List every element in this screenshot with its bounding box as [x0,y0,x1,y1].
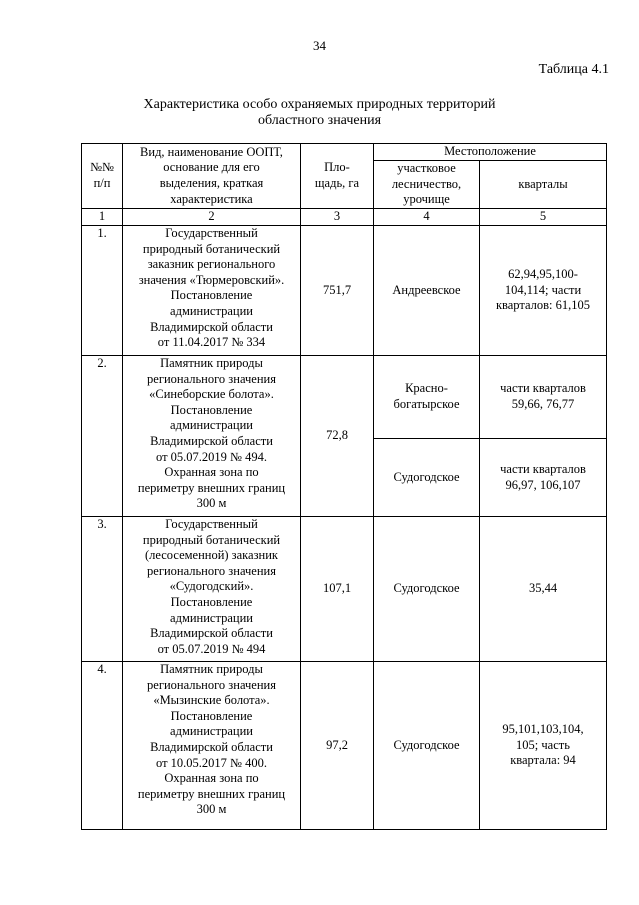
cell-line: регионального значения [147,677,276,692]
cell-line: периметру внешних границ [137,480,286,495]
cell-line: администрации [170,418,253,433]
table-row [82,517,607,662]
page-number: 34 [313,38,326,53]
cell-line: участковое [397,161,456,176]
cell-line: от 05.07.2019 № 494. [156,449,267,464]
cell-line: Судогодское [393,581,460,596]
oopt-area [301,356,374,517]
cell-line: Вид, наименование ООПТ, [140,144,283,159]
cell-line: регионального значения [147,563,276,578]
cell-line: 3 [333,209,341,224]
cell-line: 62,94,95,100- [508,267,578,282]
cell-line: от 11.04.2017 № 334 [157,335,266,350]
column-number [301,209,374,226]
cell-line: 107,1 [322,581,352,596]
cell-line: 95,101,103,104, [502,722,584,737]
oopt-forestry [374,356,480,439]
table-header-row [82,144,607,161]
cell-line: Постановление [170,288,253,303]
table-row [82,226,607,356]
cell-line: «Синеборские болота». [149,387,274,402]
cell-line: «Мызинские болота». [153,693,270,708]
oopt-description [123,662,301,830]
cell-line: от 10.05.2017 № 400. [156,755,267,770]
cell-line: Охранная зона по [164,465,259,480]
cell-line: 59,66, 76,77 [511,397,575,411]
cell-line: 1 [98,209,106,224]
cell-line: 4. [97,662,107,676]
oopt-area [301,517,374,662]
table-body [82,144,607,830]
cell-line: администрации [170,724,253,739]
header-num [82,144,123,209]
header-location [374,144,607,161]
cell-line: квартала: 94 [510,753,576,768]
cell-line: 2. [97,356,107,370]
cell-line: Владимирской области [150,739,273,754]
column-number [82,209,123,226]
row-number [82,517,123,662]
cell-line: Пло- [324,160,350,175]
column-number [480,209,607,226]
oopt-area [301,226,374,356]
cell-line: 3. [97,517,107,531]
cell-line: Охранная зона по [164,771,259,786]
cell-line: Постановление [170,708,253,723]
oopt-description [123,517,301,662]
cell-line: 72,8 [326,428,348,443]
cell-line: кварталов: 61,105 [495,298,591,313]
oopt-forestry [374,439,480,517]
row-number [82,226,123,356]
cell-line: Красно- [405,381,448,396]
cell-line: 300 м [196,802,227,817]
cell-line: Памятник природы [160,662,263,676]
cell-line: Местоположение [444,144,536,159]
cell-line: части кварталов [500,461,586,476]
cell-line: Владимирской области [150,626,273,641]
cell-line: регионального значения [147,371,276,386]
cell-line: Государственный [165,517,258,531]
cell-line: 751,7 [322,282,352,297]
cell-line: Владимирской области [150,433,273,448]
oopt-forestry [374,662,480,830]
cell-line: части кварталов [500,381,586,396]
cell-line: администрации [170,303,253,318]
cell-line: Судогодское [393,469,460,484]
cell-line: Судогодское [393,737,460,752]
cell-line: 104,114; части [504,282,582,297]
column-number [123,209,301,226]
cell-line: характеристика [170,191,253,206]
oopt-quarters [480,439,607,517]
cell-line: «Судогодский». [169,579,254,594]
cell-line: от 05.07.2019 № 494 [157,641,266,656]
cell-line: урочище [403,192,450,207]
table-row [82,356,607,439]
cell-line: №№ [90,160,114,175]
cell-line: Постановление [170,402,253,417]
cell-line: 96,97, 106,107 [505,477,581,492]
cell-line: заказник регионального [147,257,276,272]
cell-line: богатырское [393,397,460,411]
table-row [82,662,607,830]
cell-line: кварталы [518,176,568,191]
oopt-quarters [480,662,607,830]
cell-line: (лесосеменной) заказник [145,548,278,563]
cell-line: п/п [93,176,111,190]
cell-line: лесничество, [391,176,462,191]
cell-line: Постановление [170,594,253,609]
cell-line: значения «Тюрмеровский». [138,272,285,287]
cell-line: 4 [423,209,430,224]
oopt-quarters [480,226,607,356]
title-line: областного значения [257,113,382,128]
cell-line: 2 [208,209,215,224]
oopt-description [123,356,301,517]
row-number [82,356,123,517]
cell-line: выделения, краткая [159,176,264,190]
header-quarters [480,161,607,209]
oopt-description [123,226,301,356]
table-label: Таблица 4.1 [538,62,609,77]
oopt-area [301,662,374,830]
cell-line: Памятник природы [160,356,263,370]
header-forestry [374,161,480,209]
oopt-quarters [480,517,607,662]
header-kind [123,144,301,209]
header-area [301,144,374,209]
cell-line: Государственный [165,226,258,240]
cell-line: Андреевское [392,282,461,297]
oopt-forestry [374,517,480,662]
cell-line: 35,44 [528,581,558,596]
oopt-quarters [480,356,607,439]
cell-line: 97,2 [326,737,348,752]
column-number [374,209,480,226]
cell-line: Владимирской области [150,319,273,334]
row-number [82,662,123,830]
cell-line: 1. [97,226,107,240]
oopt-table [81,143,607,830]
oopt-forestry [374,226,480,356]
document-title [0,97,639,129]
column-number-row [82,209,607,226]
cell-line: периметру внешних границ [137,786,286,801]
cell-line: 105; часть [516,737,570,752]
title-line: Характеристика особо охраняемых природных территорий [143,97,496,112]
cell-line: администрации [170,610,253,625]
cell-line: щадь, га [314,176,360,190]
cell-line: 300 м [196,496,227,511]
cell-line: природный ботанический [142,532,281,547]
cell-line: 5 [539,209,547,224]
cell-line: природный ботанический [142,241,281,256]
cell-line: основание для его [163,160,260,175]
